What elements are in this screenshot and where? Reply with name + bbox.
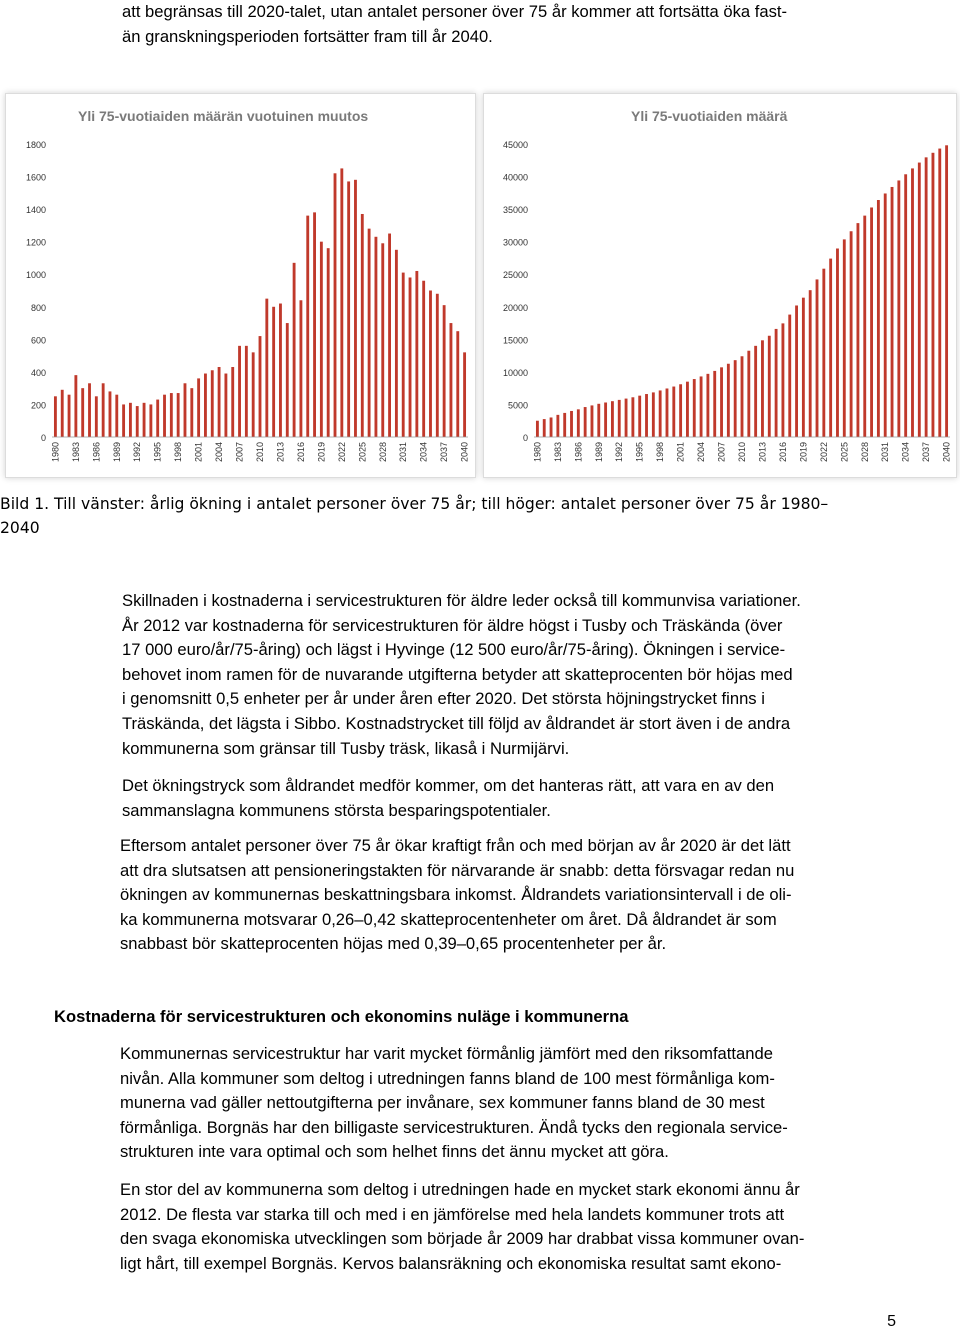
- y-tick-label: 1000: [25, 270, 46, 281]
- x-tick-label: 2019: [316, 442, 327, 463]
- y-tick-label: 800: [30, 302, 46, 313]
- bar: [265, 299, 268, 437]
- bar: [597, 404, 600, 437]
- bar: [293, 263, 296, 437]
- x-tick-label: 2001: [675, 442, 686, 463]
- text-line: förmånliga. Borgnäs har den billigaste servicestrukturen. Ändå tycks den regionala service-: [120, 1117, 788, 1137]
- bar: [829, 259, 832, 437]
- bar: [184, 383, 187, 437]
- bar: [577, 409, 580, 437]
- bar: [611, 401, 614, 437]
- bar: [177, 393, 180, 437]
- bar: [836, 249, 839, 438]
- bar: [334, 173, 337, 437]
- text-line: munerna vad gäller nettoutgifterna per invånare, sex kommuner fanns bland de 30 mest: [120, 1093, 765, 1113]
- bar: [563, 413, 566, 437]
- bar: [81, 388, 84, 437]
- bar: [129, 403, 132, 437]
- text-line: i genomsnitt 0,5 enheter per år under åren efter 2020. Det största höjningstrycket finns i: [122, 689, 765, 709]
- text-line: behovet inom ramen för de nuvarande utgifterna betyder att skatteprocenten bör höjas med: [122, 664, 793, 684]
- bar: [891, 187, 894, 437]
- bar: [395, 250, 398, 437]
- x-tick-label: 1998: [655, 442, 666, 463]
- bar: [686, 382, 689, 437]
- text-line: ligt hårt, till exempel Borgnäs. Kervos balansräkning och ekonomiska resultat samt ekono-: [120, 1253, 782, 1273]
- x-tick-label: 1992: [132, 442, 143, 463]
- bar: [706, 374, 709, 437]
- bar: [754, 346, 757, 437]
- x-tick-label: 1983: [70, 442, 81, 463]
- text-line: nivån. Alla kommuner som deltog i utredningen fanns bland de 100 mest förmånliga kom-: [120, 1068, 775, 1088]
- bar: [163, 395, 166, 437]
- bar: [932, 153, 935, 437]
- chart-annual-change: [6, 94, 477, 479]
- bar: [340, 168, 343, 437]
- bar: [870, 207, 873, 437]
- y-tick-label: 1400: [25, 205, 46, 216]
- bar: [720, 367, 723, 437]
- text-line: den svaga ekonomiska utvecklingen som började år 2009 har drabbat vissa kommuner ovan-: [120, 1229, 805, 1249]
- paragraph-service-structure: [120, 1042, 788, 1165]
- text-line: ka kommunerna motsvarar 0,26–0,42 skatteprocentenheter om året. Då åldrandet är som: [120, 909, 777, 929]
- x-tick-label: 2028: [859, 442, 870, 463]
- bar: [306, 216, 309, 437]
- x-tick-label: 1980: [50, 442, 61, 463]
- bar: [245, 346, 248, 437]
- bar: [211, 370, 214, 437]
- bar: [679, 384, 682, 437]
- x-tick-label: 2031: [880, 442, 891, 463]
- text-line: Träskända, det lägsta i Sibbo. Kostnadstrycket till följd av åldrandet är stort även i de andra: [122, 713, 791, 733]
- text-line: än granskningsperioden fortsätter fram till år 2040.: [122, 26, 493, 46]
- bar: [456, 331, 459, 437]
- x-tick-label: 2037: [921, 442, 932, 463]
- bar: [809, 290, 812, 437]
- bar: [197, 378, 200, 437]
- x-tick-label: 2040: [941, 442, 952, 463]
- bar: [897, 180, 900, 437]
- x-tick-label: 1983: [552, 442, 563, 463]
- text-line: Kommunernas servicestruktur har varit mycket förmånlig jämfört med den riksomfattande: [120, 1044, 773, 1063]
- x-tick-label: 2004: [214, 442, 225, 463]
- bar: [109, 391, 112, 437]
- bar: [443, 305, 446, 437]
- y-tick-label: 45000: [502, 140, 528, 150]
- bar: [638, 396, 641, 437]
- paragraph-savings-potential: [122, 774, 774, 823]
- bar: [54, 396, 57, 437]
- bar: [286, 323, 289, 437]
- y-tick-label: 1200: [25, 237, 46, 248]
- bar: [102, 383, 105, 437]
- bar: [741, 356, 744, 437]
- x-tick-label: 2016: [777, 442, 788, 463]
- bar: [354, 180, 357, 437]
- bar: [850, 231, 853, 437]
- y-tick-label: 400: [30, 367, 46, 378]
- bar: [136, 406, 139, 437]
- bar: [450, 323, 453, 437]
- bar: [190, 388, 193, 437]
- bar: [570, 411, 573, 437]
- y-tick-label: 35000: [502, 205, 528, 216]
- x-tick-label: 2004: [696, 442, 707, 463]
- bar: [945, 145, 948, 437]
- bar: [388, 234, 391, 437]
- bar: [115, 395, 118, 437]
- bar: [347, 181, 350, 437]
- bar: [156, 400, 159, 437]
- y-tick-label: 20000: [502, 302, 528, 313]
- y-tick-label: 5000: [507, 400, 528, 411]
- bar: [788, 315, 791, 437]
- intro-paragraph: [122, 0, 787, 49]
- x-tick-label: 1986: [573, 442, 584, 463]
- bar: [536, 421, 539, 437]
- y-tick-label: 10000: [502, 367, 528, 378]
- bar: [381, 243, 384, 437]
- bar: [361, 214, 364, 437]
- text-line: strukturen inte vara optimal och som helhet finns det ännu mycket att göra.: [120, 1142, 669, 1162]
- bar: [843, 239, 846, 437]
- y-tick-label: 40000: [502, 172, 528, 183]
- caption-line: 2040: [0, 519, 40, 537]
- bar: [218, 367, 221, 437]
- bar: [631, 397, 634, 437]
- chart-title: Yli 75-vuotiaiden määrä: [631, 108, 788, 124]
- bar: [375, 237, 378, 437]
- x-tick-label: 2007: [716, 442, 727, 463]
- bar: [904, 174, 907, 437]
- bar: [149, 404, 152, 437]
- y-tick-label: 15000: [502, 335, 528, 346]
- bar: [857, 223, 860, 437]
- x-tick-label: 2025: [357, 442, 368, 463]
- bar: [61, 390, 64, 437]
- x-tick-label: 2010: [737, 442, 747, 463]
- bar: [584, 407, 587, 437]
- bar: [204, 374, 207, 437]
- bar: [666, 388, 669, 437]
- section-heading: Kostnaderna för servicestrukturen och ekonomins nuläge i kommunerna: [54, 1007, 629, 1026]
- y-tick-label: 600: [30, 335, 46, 346]
- y-tick-label: 25000: [502, 270, 528, 281]
- bar: [368, 229, 371, 437]
- x-tick-label: 2031: [398, 442, 409, 463]
- paragraph-cost-variation: [122, 589, 801, 761]
- bar: [556, 415, 559, 437]
- x-tick-label: 1998: [173, 442, 184, 463]
- y-tick-label: 200: [30, 400, 46, 411]
- bar: [591, 405, 594, 437]
- text-line: En stor del av kommunerna som deltog i utredningen hade en mycket stark ekonomi ännu år: [120, 1180, 800, 1199]
- y-tick-label: 0: [522, 433, 528, 443]
- bar: [863, 216, 866, 437]
- page-number: 5: [887, 1313, 896, 1330]
- x-tick-label: 1980: [532, 442, 543, 463]
- x-tick-label: 1995: [152, 442, 163, 463]
- bar: [659, 390, 662, 437]
- bar: [170, 393, 173, 437]
- bar: [68, 395, 71, 437]
- bar: [734, 360, 737, 437]
- bar: [313, 212, 316, 437]
- paragraph-retirement-pace: [120, 834, 794, 957]
- text-line: sammanslagna kommunens största besparingspotentialer.: [122, 800, 551, 820]
- x-tick-label: 2013: [757, 442, 768, 463]
- bar: [299, 300, 302, 437]
- bar: [761, 340, 764, 437]
- text-line: 17 000 euro/år/75-åring) och lägst i Hyvinge (12 500 euro/år/75-åring). Ökningen i service-: [122, 640, 786, 660]
- y-tick-label: 0: [40, 433, 46, 443]
- bar: [543, 419, 546, 437]
- text-line: År 2012 var kostnaderna för servicestrukturen för äldre högst i Tusby och Träskända (över: [122, 615, 783, 635]
- figure-caption: [0, 492, 828, 540]
- x-tick-label: 2025: [839, 442, 850, 463]
- bar: [925, 157, 928, 437]
- paragraph-economy: [120, 1178, 804, 1276]
- y-tick-label: 30000: [502, 237, 528, 248]
- bar: [884, 193, 887, 437]
- bar: [672, 387, 675, 437]
- bar: [272, 307, 275, 437]
- bar: [911, 168, 914, 437]
- bar: [259, 336, 262, 437]
- bar: [781, 323, 784, 437]
- text-line: Eftersom antalet personer över 75 år ökar kraftigt från och med början av år 2020 är det lätt: [120, 836, 791, 855]
- bar: [402, 273, 405, 437]
- x-tick-label: 2034: [900, 442, 911, 463]
- x-tick-label: 1992: [614, 442, 625, 463]
- bar: [652, 392, 655, 437]
- x-tick-label: 2034: [418, 442, 429, 463]
- y-tick-label: 1800: [25, 140, 46, 150]
- bar: [550, 417, 553, 437]
- bar: [415, 271, 418, 437]
- x-tick-label: 1989: [593, 442, 604, 463]
- bar: [693, 379, 696, 437]
- x-tick-label: 2007: [234, 442, 245, 463]
- bar: [279, 304, 282, 437]
- bar: [422, 281, 425, 437]
- text-line: ökningen av kommunernas beskattningsbara inkomst. Åldrandets variationsintervall i de oli-: [120, 885, 792, 905]
- bar: [625, 399, 628, 437]
- bar: [700, 376, 703, 437]
- x-tick-label: 2022: [336, 442, 347, 463]
- bar: [231, 367, 234, 437]
- bar: [604, 402, 607, 437]
- bar: [618, 400, 621, 437]
- text-line: att begränsas till 2020-talet, utan antalet personer över 75 år kommer att fortsätta öka fast-: [122, 2, 788, 21]
- bar: [409, 277, 412, 437]
- bar: [645, 394, 648, 437]
- bar: [143, 403, 146, 437]
- bar: [816, 279, 819, 437]
- x-tick-label: 2019: [798, 442, 809, 463]
- x-tick-label: 2028: [377, 442, 388, 463]
- text-line: Skillnaden i kostnaderna i servicestrukturen för äldre leder också till kommunvisa variationer.: [122, 591, 801, 610]
- bar: [713, 371, 716, 437]
- bar: [877, 200, 880, 437]
- x-tick-label: 2022: [818, 442, 829, 463]
- x-tick-label: 2016: [295, 442, 306, 463]
- chart-total-count: [484, 94, 958, 479]
- text-line: Det ökningstryck som åldrandet medför kommer, om det hanteras rätt, att vara en av den: [122, 776, 775, 795]
- bar: [822, 269, 825, 437]
- bar: [327, 248, 330, 437]
- text-line: snabbast bör skatteprocenten höjas med 0,39–0,65 procentenheter per år.: [120, 934, 667, 954]
- bar: [747, 351, 750, 437]
- x-tick-label: 2010: [255, 442, 265, 463]
- x-tick-label: 2037: [439, 442, 450, 463]
- x-tick-label: 2040: [459, 442, 470, 463]
- bar: [429, 291, 432, 438]
- bar: [938, 149, 941, 437]
- x-tick-label: 1989: [111, 442, 122, 463]
- bar: [795, 305, 798, 437]
- bar: [802, 298, 805, 437]
- chart-title: Yli 75-vuotiaiden määrän vuotuinen muutos: [78, 108, 369, 124]
- x-tick-label: 1986: [91, 442, 102, 463]
- bar: [224, 374, 227, 437]
- bar: [320, 242, 323, 437]
- bar: [775, 329, 778, 437]
- bar: [122, 404, 125, 437]
- chart-panel-total: [483, 93, 957, 478]
- bar: [74, 375, 77, 437]
- bar: [88, 383, 91, 437]
- x-tick-label: 2001: [193, 442, 204, 463]
- bar: [727, 364, 730, 437]
- text-line: 2012. De flesta var starka till och med i en jämförelse med hela landets kommuner trots att: [120, 1204, 785, 1224]
- bar: [918, 163, 921, 437]
- bar: [95, 396, 98, 437]
- bar: [768, 336, 771, 437]
- bar: [238, 346, 241, 437]
- text-line: att dra slutsatsen att pensioneringstakten för närvarande är snabb: detta försvagar redan nu: [120, 860, 795, 880]
- y-tick-label: 1600: [25, 172, 46, 183]
- chart-panel-annual-change: [5, 93, 476, 478]
- bar: [436, 294, 439, 437]
- x-tick-label: 2013: [275, 442, 286, 463]
- caption-line: Bild 1. Till vänster: årlig ökning i antalet personer över 75 år; till höger: antalet personer över 75 år 1980–: [0, 495, 829, 513]
- x-tick-label: 1995: [634, 442, 645, 463]
- text-line: kommunerna som gränsar till Tusby träsk, likaså i Nurmijärvi.: [122, 738, 570, 758]
- bar: [252, 352, 255, 437]
- bar: [463, 352, 466, 437]
